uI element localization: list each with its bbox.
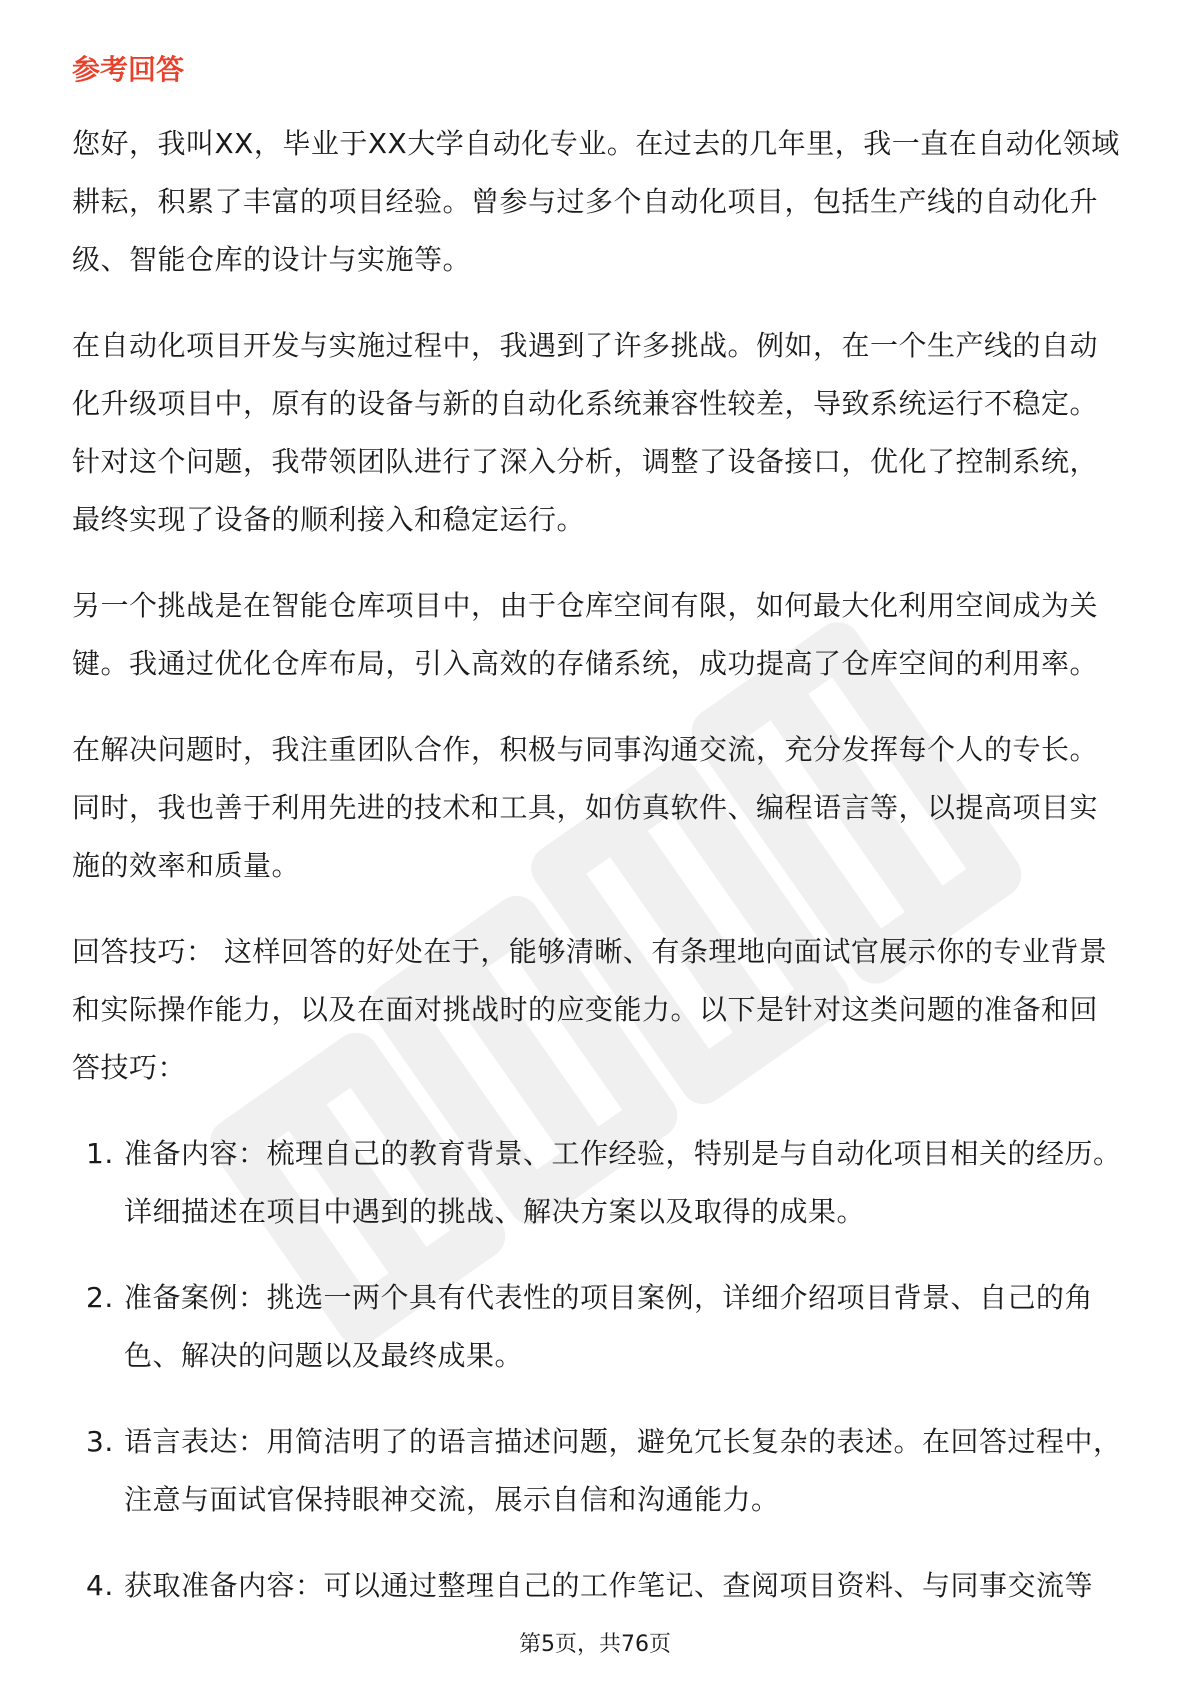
list-text: 准备案例：挑选一两个具有代表性的项目案例，详细介绍项目背景、自己的角色、解决的问题以及最终成果。	[124, 1281, 1094, 1372]
paragraph-challenge-2: 另一个挑战是在智能仓库项目中，由于仓库空间有限，如何最大化利用空间成为关键。我通过优化仓库布局，引入高效的存储系统，成功提高了仓库空间的利用率。	[72, 589, 1099, 680]
list-item	[72, 1413, 1122, 1529]
list-number: 1.	[86, 1137, 114, 1170]
list-number: 2.	[86, 1281, 114, 1314]
list-item	[72, 1269, 1122, 1385]
page-number: 第5页，共76页	[519, 1632, 671, 1657]
answer-content	[72, 115, 1122, 1643]
paragraph-challenge-1: 在自动化项目开发与实施过程中，我遇到了许多挑战。例如，在一个生产线的自动化升级项目中，原有的设备与新的自动化系统兼容性较差，导致系统运行不稳定。针对这个问题，我带领团队进行了深入分析，调整了设备接口，优化了控制系统，最终实现了设备的顺利接入和稳定运行。	[72, 329, 1099, 536]
list-number: 3.	[86, 1425, 114, 1458]
list-text: 准备内容：梳理自己的教育背景、工作经验，特别是与自动化项目相关的经历。详细描述在项目中遇到的挑战、解决方案以及取得的成果。	[124, 1137, 1122, 1228]
paragraph-teamwork: 在解决问题时，我注重团队合作，积极与同事沟通交流，充分发挥每个人的专长。同时，我也善于利用先进的技术和工具，如仿真软件、编程语言等，以提高项目实施的效率和质量。	[72, 733, 1099, 882]
section-heading: 参考回答	[72, 53, 185, 86]
list-item	[72, 1557, 1122, 1615]
list-text: 获取准备内容：可以通过整理自己的工作笔记、查阅项目资料、与同事交流等	[124, 1569, 1094, 1602]
list-number: 4.	[86, 1569, 114, 1602]
paragraph-tips: 回答技巧： 这样回答的好处在于，能够清晰、有条理地向面试官展示你的专业背景和实际操作能力，以及在面对挑战时的应变能力。以下是针对这类问题的准备和回答技巧：	[72, 935, 1108, 1084]
tips-list	[72, 1125, 1122, 1615]
list-item	[72, 1125, 1122, 1241]
paragraph-intro: 您好，我叫XX，毕业于XX大学自动化专业。在过去的几年里，我一直在自动化领域耕耘，积累了丰富的项目经验。曾参与过多个自动化项目，包括生产线的自动化升级、智能仓库的设计与实施等。	[72, 127, 1120, 276]
list-text: 语言表达：用简洁明了的语言描述问题，避免冗长复杂的表述。在回答过程中，注意与面试官保持眼神交流，展示自信和沟通能力。	[124, 1425, 1122, 1516]
